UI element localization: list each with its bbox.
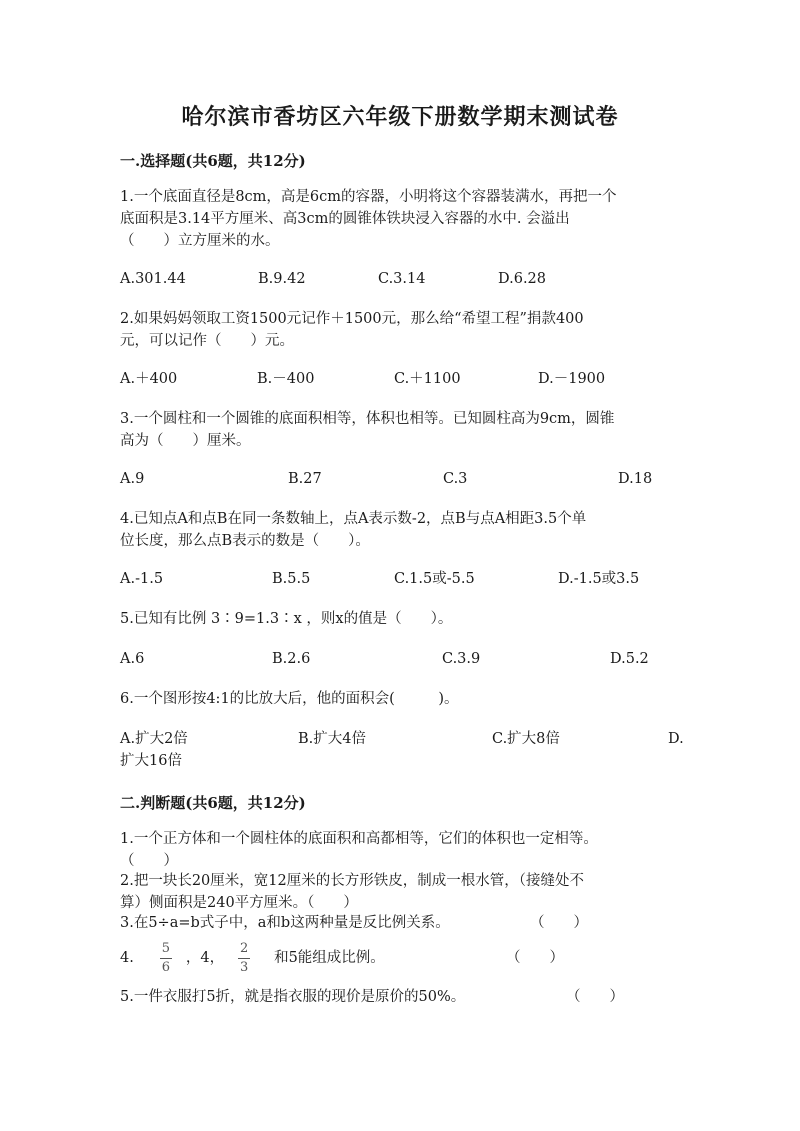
question-2: 2.如果妈妈领取工资1500元记作＋1500元，那么给“希望工程”捐款400 元，可以记作（ ）元。 xyxy=(120,311,584,349)
judge-4: 4. $\frac{5}{6}$ ，4， $\frac{2}{3}$ 和5能组成比例。 （ ） xyxy=(120,940,564,975)
page-title: 哈尔滨市香坊区六年级下册数学期末测试卷 xyxy=(181,104,619,130)
fraction: $\frac{2}{3}$ xyxy=(239,940,249,975)
option-d[interactable]: D.6.28 xyxy=(498,271,547,287)
judge-2: 2.把一块长20厘米，宽12厘米的长方形铁皮，制成一根水管，（接缝处不 算）侧面积是240平方厘米。（ ） xyxy=(120,873,584,911)
question-1: 1.一个底面直径是8cm，高是6cm的容器，小明将这个容器装满水，再把一个 底面积是3.14平方厘米、高3cm的圆锥体铁块浸入容器的水中. 会溢出 （ ）立方厘米的水。 xyxy=(120,189,617,249)
option-c[interactable]: C.1.5或-5.5 xyxy=(394,571,475,587)
option-a[interactable]: A.-1.5 xyxy=(120,571,164,587)
answer-paren[interactable]: （ ） xyxy=(566,989,624,1005)
option-b[interactable]: B.27 xyxy=(288,471,322,487)
question-6-options xyxy=(120,728,690,750)
question-6: 6.一个图形按4:1的比放大后，他的面积会( )。 xyxy=(120,691,459,707)
option-c[interactable]: C.3.14 xyxy=(378,271,426,287)
question-5: 5.已知有比例 3∶9=1.3∶x ，则x的值是（ ）。 xyxy=(120,611,453,627)
option-d[interactable]: D.18 xyxy=(618,471,653,487)
option-c[interactable]: C.3.9 xyxy=(442,651,481,667)
option-a[interactable]: A.扩大2倍 xyxy=(120,731,188,747)
question-5-options xyxy=(120,648,690,670)
answer-paren[interactable]: （ ） xyxy=(120,853,178,869)
question-3: 3.一个圆柱和一个圆锥的底面积相等，体积也相等。已知圆柱高为9cm，圆锥 高为（ ）厘米。 xyxy=(120,411,615,449)
section-heading-judge: 二.判断题(共6题，共12分) xyxy=(120,794,306,812)
judge-1: 1.一个正方体和一个圆柱体的底面积和高都相等，它们的体积也一定相等。 （ ） xyxy=(120,828,680,872)
option-d[interactable]: D.5.2 xyxy=(610,651,649,667)
option-c[interactable]: C.＋1100 xyxy=(394,371,461,387)
question-4: 4.已知点A和点B在同一条数轴上，点A表示数-2，点B与点A相距3.5个单 位长度，那么点B表示的数是（ ）。 xyxy=(120,511,587,549)
option-c[interactable]: C.扩大8倍 xyxy=(492,731,560,747)
option-d[interactable]: D. xyxy=(668,731,684,747)
answer-paren[interactable]: （ ） xyxy=(506,950,564,966)
option-b[interactable]: B.2.6 xyxy=(272,651,311,667)
option-b[interactable]: B.5.5 xyxy=(272,571,311,587)
option-d[interactable]: D.-1.5或3.5 xyxy=(558,571,640,587)
option-a[interactable]: A.6 xyxy=(120,651,145,667)
option-a[interactable]: A.301.44 xyxy=(120,271,186,287)
judge-5: 5.一件衣服打5折，就是指衣服的现价是原价的50%。 （ ） xyxy=(120,986,680,1008)
question-3-options xyxy=(120,468,690,490)
question-2-options xyxy=(120,368,690,390)
question-1-options xyxy=(120,268,690,290)
option-d[interactable]: D.－1900 xyxy=(538,371,606,387)
fraction: $\frac{5}{6}$ xyxy=(161,940,170,975)
option-a[interactable]: A.＋400 xyxy=(120,371,178,387)
judge-3: 3.在5÷a=b式子中，a和b这两种量是反比例关系。 （ ） xyxy=(120,912,680,934)
option-b[interactable]: B.扩大4倍 xyxy=(298,731,366,747)
option-b[interactable]: B.9.42 xyxy=(258,271,306,287)
question-4-options xyxy=(120,568,690,590)
question-6-option-d-wrap: 扩大16倍 xyxy=(120,753,182,769)
option-c[interactable]: C.3 xyxy=(443,471,468,487)
section-heading-choice: 一.选择题(共6题，共12分) xyxy=(120,152,306,170)
option-a[interactable]: A.9 xyxy=(120,471,145,487)
option-b[interactable]: B.－400 xyxy=(257,371,315,387)
answer-paren[interactable]: （ ） xyxy=(530,915,588,931)
